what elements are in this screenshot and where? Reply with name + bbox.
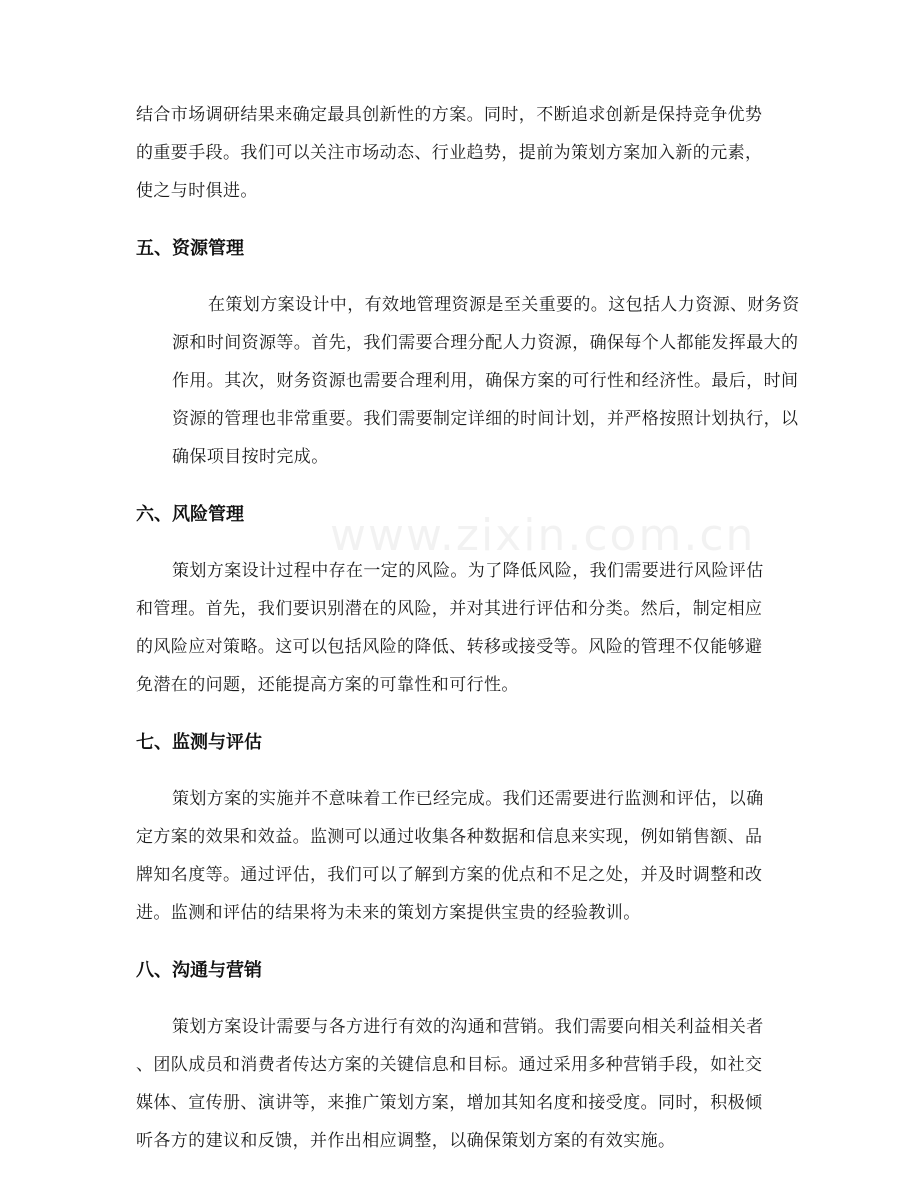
text-line: 在策划方案设计中，有效地管理资源是至关重要的。这包括人力资源、财务资 <box>208 295 800 315</box>
section-heading-monitoring: 七、监测与评估 <box>136 732 262 753</box>
intro-paragraph <box>136 96 786 210</box>
document-page <box>136 96 800 1160</box>
text-line: 源和时间资源等。首先，我们需要合理分配人力资源，确保每个人都能发挥最大的 <box>172 333 799 353</box>
text-line: 媒体、宣传册、演讲等，来推广策划方案，增加其知名度和接受度。同时，积极倾 <box>136 1093 763 1113</box>
watermark-text: www.zixin.com.cn <box>330 510 756 561</box>
section-heading-resource: 五、资源管理 <box>136 238 244 259</box>
text-line: 策划方案设计过程中存在一定的风险。为了降低风险，我们需要进行风险评估 <box>172 561 764 581</box>
text-line: 确保项目按时完成。 <box>172 447 329 467</box>
text-line: 结合市场调研结果来确定最具创新性的方案。同时，不断追求创新是保持竞争优势 <box>136 105 763 125</box>
text-line: 资源的管理也非常重要。我们需要制定详细的时间计划，并严格按照计划执行，以 <box>172 409 799 429</box>
section-paragraph-monitoring <box>136 780 786 932</box>
text-line: 策划方案的实施并不意味着工作已经完成。我们还需要进行监测和评估，以确 <box>172 789 764 809</box>
text-line: 作用。其次，财务资源也需要合理利用，确保方案的可行性和经济性。最后，时间 <box>172 371 799 391</box>
text-line: 、团队成员和消费者传达方案的关键信息和目标。通过采用多种营销手段，如社交 <box>136 1055 763 1075</box>
text-line: 使之与时俱进。 <box>136 181 258 201</box>
text-line: 进。监测和评估的结果将为未来的策划方案提供宝贵的经验教训。 <box>136 903 641 923</box>
text-line: 定方案的效果和效益。监测可以通过收集各种数据和信息来实现，例如销售额、品 <box>136 827 763 847</box>
section-paragraph-risk <box>136 552 786 704</box>
text-line: 免潜在的问题，还能提高方案的可靠性和可行性。 <box>136 675 519 695</box>
text-line: 听各方的建议和反馈，并作出相应调整，以确保策划方案的有效实施。 <box>136 1131 676 1151</box>
text-line: 策划方案设计需要与各方进行有效的沟通和营销。我们需要向相关利益相关者 <box>172 1017 764 1037</box>
section-paragraph-communication <box>136 1008 786 1160</box>
section-heading-communication: 八、沟通与营销 <box>136 960 262 981</box>
section-heading-risk: 六、风险管理 <box>136 504 244 525</box>
text-line: 的重要手段。我们可以关注市场动态、行业趋势，提前为策划方案加入新的元素， <box>136 143 763 163</box>
text-line: 和管理。首先，我们要识别潜在的风险，并对其进行评估和分类。然后，制定相应 <box>136 599 763 619</box>
section-paragraph-resource <box>136 286 800 476</box>
text-line: 的风险应对策略。这可以包括风险的降低、转移或接受等。风险的管理不仅能够避 <box>136 637 763 657</box>
text-line: 牌知名度等。通过评估，我们可以了解到方案的优点和不足之处，并及时调整和改 <box>136 865 763 885</box>
